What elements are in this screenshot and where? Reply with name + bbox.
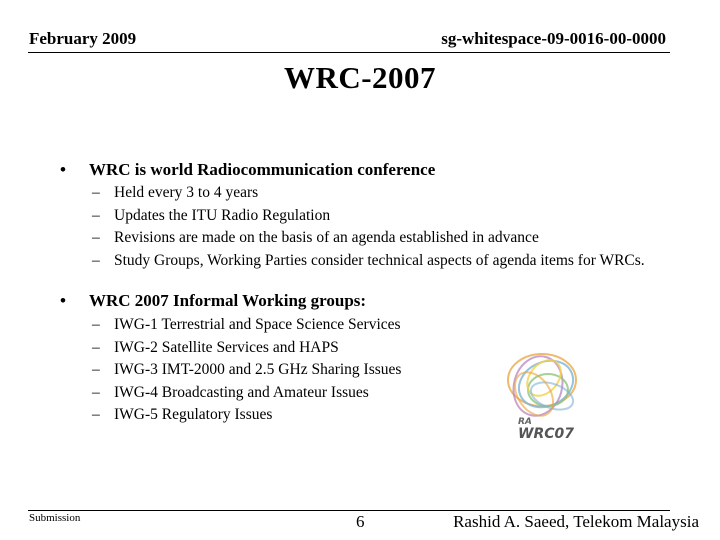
slide-title: WRC-2007 [283,60,437,95]
list-item-text: IWG-5 Regulatory Issues [114,406,273,423]
dash: – [92,316,100,333]
footer-submission: Submission [29,512,81,524]
header-doc-id: sg-whitespace-09-0016-00-0000 [441,29,666,48]
bullet-1 [60,160,435,180]
header-rule [28,52,670,53]
bullet-1-sublist [92,183,674,289]
list-item-text: Revisions are made on the basis of an agenda established in advance [114,229,539,246]
list-item [92,315,674,338]
logo-text-bottom: WRC07 [518,426,574,442]
list-item-text: IWG-3 IMT-2000 and 2.5 GHz Sharing Issues [114,361,402,378]
list-item [92,383,674,406]
list-item-text: Study Groups, Working Parties consider technical aspects of agenda items for WRCs. [114,251,645,269]
bullet-2 [60,291,366,311]
footer-author: Rashid A. Saeed, Telekom Malaysia [453,512,699,531]
list-item-text: IWG-1 Terrestrial and Space Science Services [114,316,401,333]
list-item [92,183,674,206]
bullet-dot: • [60,291,66,310]
dash: – [92,383,100,401]
list-item-text: Updates the ITU Radio Regulation [114,206,331,224]
page-number: 6 [356,512,365,531]
list-item [92,251,674,289]
dash: – [92,406,100,423]
dash: – [92,184,100,201]
bullet-2-sublist [92,315,674,428]
header-date: February 2009 [29,29,137,48]
list-item [92,228,674,251]
wrc07-logo [498,350,586,448]
list-item [92,206,674,229]
list-item-text: IWG-4 Broadcasting and Amateur Issues [114,383,369,401]
footer-rule [28,510,670,511]
dash: – [92,361,100,378]
dash: – [92,338,100,356]
list-item [92,338,674,361]
bullet-2-text: WRC 2007 Informal Working groups: [89,291,367,310]
dash: – [92,229,100,246]
list-item [92,360,674,383]
list-item [92,405,674,428]
list-item-text: Held every 3 to 4 years [114,184,259,201]
bullet-dot: • [60,160,66,179]
logo-text-top: RA [518,417,532,427]
dash: – [92,251,100,269]
bullet-1-text: WRC is world Radiocommunication conference [89,160,436,179]
dash: – [92,206,100,224]
list-item-text: IWG-2 Satellite Services and HAPS [114,338,339,356]
